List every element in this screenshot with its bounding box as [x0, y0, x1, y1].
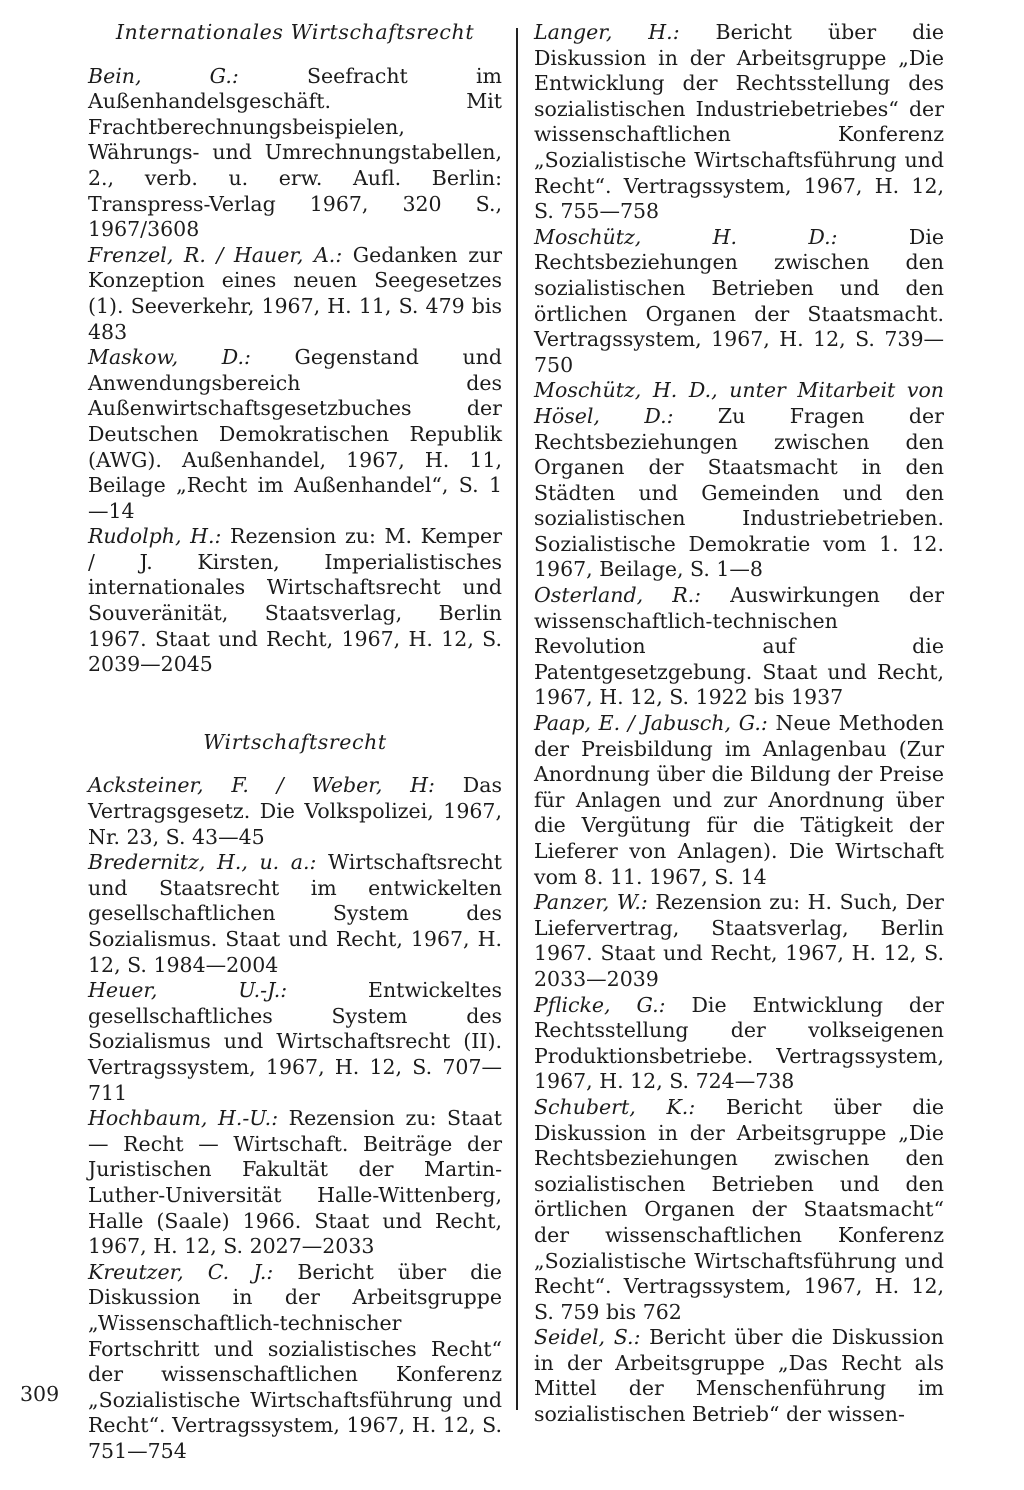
entry-text: Bericht über die Diskussion in der Arbeitsgruppe „Wissenschaftlich-technischer Fortschritt und sozialistisches Recht“ der wissenschaftlichen Konferenz „Sozialistische Wirtschaftsführung und Recht“. Vertragssystem, 1967, H. 12, S. 751—754	[88, 1259, 502, 1463]
bibliography-entry	[88, 1106, 502, 1260]
entry-text: Rezension zu: M. Kemper / J. Kirsten, Imperialistisches internationales Wirtschaftsrecht und Souveränität, Staatsverlag, Berlin 1967. Staat und Recht, 1967, H. 12, S. 2039—2045	[88, 524, 502, 677]
bibliography-entry	[534, 1325, 944, 1427]
entry-text: Bericht über die Diskussion in der Arbeitsgruppe „Die Rechtsbeziehungen zwischen den sozialistischen Betrieben und den örtlichen Organen der Staatsmacht“ der wissenschaftlichen Konferenz „Sozialistische Wirtschaftsführung und Recht“. Vertragssystem, 1967, H. 12, S. 759 bis 762	[534, 1094, 945, 1324]
bibliography-entry	[88, 773, 502, 850]
entry-author: Bredernitz, H., u. a.:	[88, 850, 317, 875]
bibliography-entry	[88, 1260, 502, 1465]
entry-author: Seidel, S.:	[534, 1325, 641, 1350]
entry-text: Wirtschaftsrecht und Staatsrecht im entwickelten gesellschaftlichen System des Sozialismus. Staat und Recht, 1967, H. 12, S. 1984—2004	[88, 850, 502, 977]
right-column	[534, 20, 944, 1428]
entry-text: Zu Fragen der Rechtsbeziehungen zwischen den Organen der Staatsmacht in den Städten und Gemeinden und den sozialistischen Industriebetrieben. Sozialistische Demokratie vom 1. 12. 1967, Beilage, S. 1—8	[534, 403, 944, 582]
entry-author: Kreutzer, C. J.:	[88, 1259, 274, 1284]
section-entries-wirtschaftsrecht	[88, 773, 502, 1464]
left-column	[88, 20, 502, 1464]
bibliography-entry	[88, 243, 502, 345]
bibliography-entry	[534, 583, 944, 711]
bibliography-entry	[534, 711, 944, 890]
section-entries-international	[88, 64, 502, 678]
entry-author: Schubert, K.:	[534, 1094, 696, 1119]
entry-text: Rezension zu: H. Such, Der Liefervertrag, Staatsverlag, Berlin 1967. Staat und Recht, 1967, H. 12, S. 2033—2039	[534, 890, 944, 991]
bibliography-entry	[88, 345, 502, 524]
bibliography-entry	[88, 524, 502, 678]
entry-text: Das Vertragsgesetz. Die Volkspolizei, 1967, Nr. 23, S. 43—45	[88, 773, 502, 849]
entry-text: Neue Methoden der Preisbildung im Anlagenbau (Zur Anordnung über die Bildung der Preise für Anlagen und zur Anordnung über die Vergütung für die Tätigkeit der Lieferer von Anlagen). Die Wirtschaft vom 8. 11. 1967, S. 14	[534, 711, 944, 889]
entry-author: Moschütz, H. D.:	[534, 224, 838, 249]
entry-author: Moschütz, H. D., unter Mitarbeit von Hösel, D.:	[534, 378, 944, 428]
entry-author: Pflicke, G.:	[534, 992, 666, 1017]
entry-text: Die Rechtsbeziehungen zwischen den sozialistischen Betrieben und den örtlichen Organen der Staatsmacht. Vertragssystem, 1967, H. 12, S. 739—750	[534, 224, 945, 377]
entry-author: Osterland, R.:	[534, 583, 702, 608]
entry-author: Acksteiner, F. / Weber, H:	[88, 773, 435, 798]
page-number: 309	[20, 1382, 60, 1406]
entry-text: Seefracht im Außenhandelsgeschäft. Mit Frachtberechnungsbeispielen, Währungs- und Umrechnungstabellen, 2., verb. u. erw. Aufl. Berlin: Transpress-Verlag 1967, 320 S., 1967/3608	[88, 63, 502, 242]
bibliography-entry	[88, 64, 502, 243]
entry-text: Auswirkungen der wissenschaftlich-technischen Revolution auf die Patentgesetzgebung. Staat und Recht, 1967, H. 12, S. 1922 bis 1937	[534, 583, 944, 710]
bibliography-entry	[534, 890, 944, 992]
section-title-international: Internationales Wirtschaftsrecht	[115, 20, 475, 44]
entry-text: Bericht über die Diskussion in der Arbeitsgruppe „Das Recht als Mittel der Menschenführung im sozialistischen Betrieb“ der wissen-	[534, 1325, 945, 1427]
entry-author: Bein, G.:	[88, 63, 239, 88]
bibliography-entry	[534, 20, 944, 225]
column-divider	[516, 28, 518, 1410]
entry-text: Entwickeltes gesellschaftliches System des Sozialismus und Wirtschaftsrecht (II). Vertragssystem, 1967, H. 12, S. 707—711	[88, 978, 502, 1105]
bibliography-entry	[534, 225, 944, 379]
bibliography-entry	[88, 978, 502, 1106]
bibliography-entry	[534, 1095, 944, 1325]
bibliography-entry	[88, 850, 502, 978]
entry-author: Maskow, D.:	[88, 345, 251, 370]
entry-author: Paap, E. / Jabusch, G.:	[534, 711, 768, 736]
entry-author: Hochbaum, H.-U.:	[88, 1106, 279, 1131]
entry-author: Frenzel, R. / Hauer, A.:	[88, 242, 343, 267]
entry-author: Panzer, W.:	[534, 890, 648, 915]
entry-text: Gegenstand und Anwendungsbereich des Außenwirtschaftsgesetzbuches der Deutschen Demokratischen Republik (AWG). Außenhandel, 1967, H. 11, Beilage „Recht im Außenhandel“, S. 1—14	[88, 345, 502, 523]
entry-text: Gedanken zur Konzeption eines neuen Seegesetzes (1). Seeverkehr, 1967, H. 11, S. 479 bis 483	[88, 242, 502, 344]
entry-author: Heuer, U.-J.:	[88, 978, 288, 1003]
entry-author: Rudolph, H.:	[88, 524, 222, 549]
section-title-wirtschaftsrecht: Wirtschaftsrecht	[203, 729, 387, 754]
bibliography-entry	[534, 993, 944, 1095]
entry-text: Die Entwicklung der Rechtsstellung der volkseigenen Produktionsbetriebe. Vertragssystem, 1967, H. 12, S. 724—738	[534, 992, 944, 1094]
entry-author: Langer, H.:	[534, 20, 680, 44]
bibliography-entry	[534, 378, 944, 583]
entry-text: Rezension zu: Staat — Recht — Wirtschaft. Beiträge der Juristischen Fakultät der Martin-Luther-Universität Halle-Wittenberg, Halle (Saale) 1966. Staat und Recht, 1967, H. 12, S. 2027—2033	[88, 1106, 502, 1259]
entry-text: Bericht über die Diskussion in der Arbeitsgruppe „Die Entwicklung der Rechtsstellung des sozialistischen Industriebetriebes“ der wissenschaftlichen Konferenz „Sozialistische Wirtschaftsführung und Recht“. Vertragssystem, 1967, H. 12, S. 755—758	[534, 20, 944, 224]
